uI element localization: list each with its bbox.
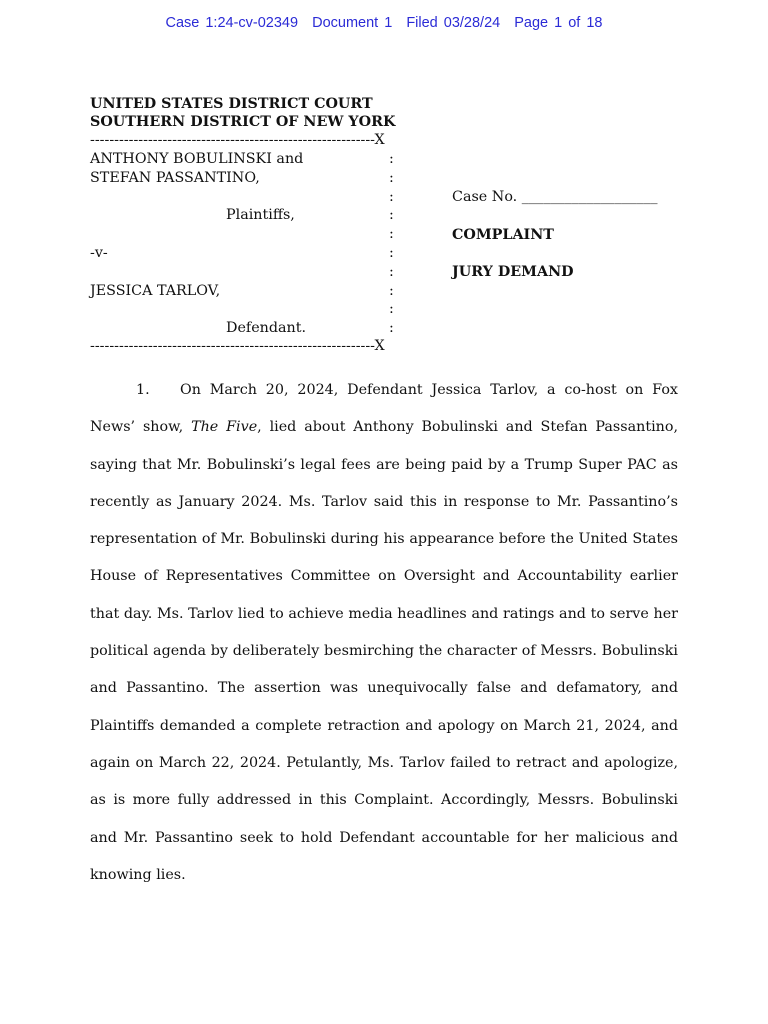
complaint-paragraph-1 <box>90 372 678 894</box>
document-number-stamp: Document 1 <box>312 15 393 31</box>
caption-colon: : <box>389 151 394 167</box>
caption-colon: : <box>389 320 394 337</box>
caption-colon: : <box>389 263 394 280</box>
caption-colon: : <box>389 244 394 261</box>
blank-line <box>90 188 390 207</box>
show-title: The Five <box>191 419 258 436</box>
caption-colon: : <box>389 282 394 299</box>
caption-colon: : <box>389 301 394 318</box>
defendant-label: Defendant. <box>226 320 307 337</box>
jury-demand-title: JURY DEMAND <box>452 264 574 281</box>
defendant-name: JESSICA TARLOV, <box>90 282 221 299</box>
filed-date-stamp: Filed 03/28/24 <box>406 15 501 31</box>
page-count-stamp: Page 1 of 18 <box>514 15 603 31</box>
paragraph-number: 1. <box>136 382 150 398</box>
caption-colon: : <box>389 188 394 205</box>
case-caption-parties <box>90 150 390 338</box>
caption-colon: : <box>389 226 394 243</box>
complaint-title: COMPLAINT <box>452 226 554 243</box>
case-number-stamp: Case 1:24-cv-02349 <box>165 15 299 31</box>
versus-label: -v- <box>90 244 108 261</box>
blank-line <box>90 300 390 319</box>
plaintiff-name-1: ANTHONY BOBULINSKI and <box>90 151 304 167</box>
caption-top-divider: -----------------------------------------------------------X <box>90 132 385 148</box>
district-name: SOUTHERN DISTRICT OF NEW YORK <box>90 114 396 130</box>
case-caption-right <box>452 188 658 301</box>
court-heading <box>90 95 395 131</box>
court-name: UNITED STATES DISTRICT COURT <box>90 96 373 112</box>
caption-colon: : <box>389 207 394 224</box>
caption-colon-column <box>389 150 394 338</box>
paragraph-text-start: On March 20, 2024, Defendant Jessica Tarlov, a co-host on Fox News’ show, <box>90 382 678 436</box>
plaintiff-name-2: STEFAN PASSANTINO, <box>90 169 260 186</box>
case-number-field: Case No. ___________________ <box>452 189 658 205</box>
filing-header-stamp <box>0 15 768 31</box>
paragraph-text-rest: , lied about Anthony Bobulinski and Stefan Passantino, saying that Mr. Bobulinski’s legal fees are being paid by a Trump Super PAC as recently as January 2024. Ms. Tarlov said this in response to Mr. Passantino’s representation of Mr. Bobulinski during his appearance before the United States House of Representatives Committee on Oversight and Accountability earlier that day. Ms. Tarlov lied to achieve media headlines and ratings and to serve her political agenda by deliberately besmirching the character of Messrs. Bobulinski and Passantino. The assertion was unequivocally false and defamatory, and Plaintiffs demanded a complete retraction and apology on March 21, 2024, and again on March 22, 2024. Petulantly, Ms. Tarlov failed to retract and apologize, as is more fully addressed in this Complaint. Accordingly, Messrs. Bobulinski and Mr. Passantino seek to hold Defendant accountable for her malicious and knowing lies. <box>90 419 679 883</box>
caption-bottom-divider: -----------------------------------------------------------X <box>90 338 385 354</box>
plaintiffs-label: Plaintiffs, <box>226 207 295 224</box>
blank-line <box>90 263 390 282</box>
blank-line <box>90 225 390 244</box>
caption-colon: : <box>389 169 394 186</box>
